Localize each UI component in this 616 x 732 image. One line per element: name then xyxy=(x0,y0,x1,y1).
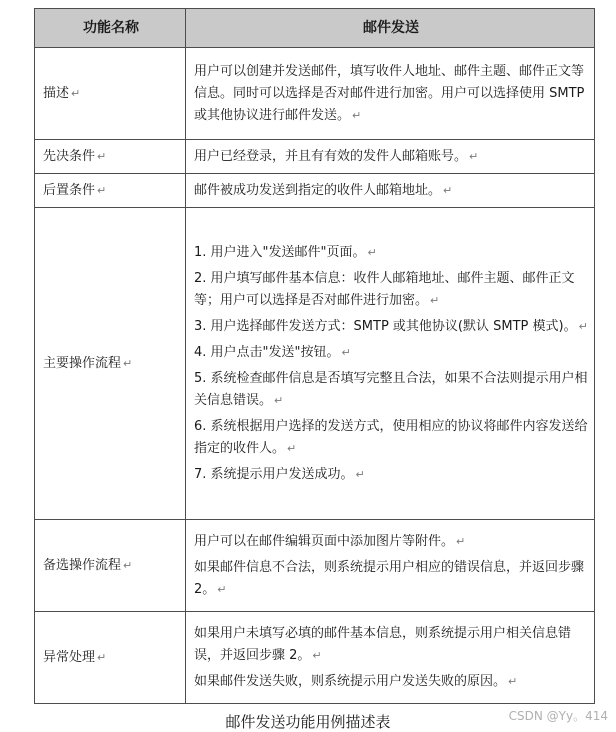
content-line xyxy=(194,671,588,693)
row-label: 主要操作流程 xyxy=(43,355,122,371)
row-label-cell xyxy=(35,520,186,612)
table-row xyxy=(35,208,595,520)
row-label-cell xyxy=(35,612,186,704)
paragraph-mark-icon: ↵ xyxy=(312,648,322,662)
paragraph-mark-icon: ↵ xyxy=(217,582,227,596)
content-text: 7. 系统提示用户发送成功。 xyxy=(194,466,354,482)
paragraph-mark-icon: ↵ xyxy=(355,467,365,481)
paragraph-mark-icon: ↵ xyxy=(71,86,81,100)
paragraph-mark-icon: ↵ xyxy=(430,293,440,307)
content-line xyxy=(194,368,588,412)
paragraph-mark-icon: ↵ xyxy=(469,149,479,163)
paragraph-mark-icon: ↵ xyxy=(367,245,377,259)
content-text: 2. 用户填写邮件基本信息：收件人邮箱地址、邮件主题、邮件正文等；用户可以选择是否对邮件进行加密。 xyxy=(194,270,575,308)
row-label-cell xyxy=(35,174,186,208)
table-caption: 邮件发送功能用例描述表 xyxy=(225,713,391,731)
content-text: 6. 系统根据用户选择的发送方式，使用相应的协议将邮件内容发送给指定的收件人。 xyxy=(194,418,588,456)
content-line xyxy=(194,61,588,127)
content-line xyxy=(194,180,588,202)
content-line xyxy=(194,557,588,601)
document-body xyxy=(34,8,594,704)
table-row xyxy=(35,174,595,208)
content-text: 用户可以在邮件编辑页面中添加图片等附件。 xyxy=(194,533,455,549)
header-email-send: 邮件发送 xyxy=(186,9,595,48)
paragraph-mark-icon: ↵ xyxy=(352,108,362,122)
content-line xyxy=(194,416,588,460)
use-case-table xyxy=(34,8,595,704)
paragraph-mark-icon: ↵ xyxy=(443,183,453,197)
content-text: 邮件被成功发送到指定的收件人邮箱地址。 xyxy=(194,182,442,198)
paragraph-mark-icon: ↵ xyxy=(578,319,588,333)
table-row xyxy=(35,520,595,612)
row-label-cell xyxy=(35,48,186,140)
paragraph-mark-icon: ↵ xyxy=(123,558,133,572)
table-header-row xyxy=(35,9,595,48)
content-line xyxy=(194,342,588,364)
content-text: 5. 系统检查邮件信息是否填写完整且合法，如果不合法则提示用户相关信息错误。 xyxy=(194,370,588,408)
content-text: 如果用户未填写必填的邮件基本信息，则系统提示用户相关信息错误，并返回步骤 2。 xyxy=(194,625,572,663)
content-text: 4. 用户点击"发送"按钮。 xyxy=(194,344,340,360)
row-label: 描述 xyxy=(43,85,70,101)
content-text: 如果邮件发送失败，则系统提示用户发送失败的原因。 xyxy=(194,673,507,689)
content-line xyxy=(194,146,588,168)
row-label: 异常处理 xyxy=(43,649,96,665)
content-line xyxy=(194,531,588,553)
table-row xyxy=(35,140,595,174)
paragraph-mark-icon: ↵ xyxy=(274,393,284,407)
content-text: 如果邮件信息不合法，则系统提示用户相应的错误信息，并返回步骤 2。 xyxy=(194,559,585,597)
row-content-cell xyxy=(186,612,595,704)
paragraph-mark-icon: ↵ xyxy=(123,356,133,370)
paragraph-mark-icon: ↵ xyxy=(97,650,107,664)
row-label: 备选操作流程 xyxy=(43,557,122,573)
content-text: 3. 用户选择邮件发送方式：SMTP 或其他协议(默认 SMTP 模式)。 xyxy=(194,318,577,334)
paragraph-mark-icon: ↵ xyxy=(341,345,351,359)
table-body xyxy=(35,48,595,704)
table-row xyxy=(35,48,595,140)
content-line xyxy=(194,268,588,312)
row-content-cell xyxy=(186,140,595,174)
paragraph-mark-icon: ↵ xyxy=(456,534,466,548)
content-line xyxy=(194,623,588,667)
paragraph-mark-icon: ↵ xyxy=(508,674,518,688)
row-content-cell xyxy=(186,48,595,140)
table-row xyxy=(35,612,595,704)
row-content-cell xyxy=(186,520,595,612)
paragraph-mark-icon: ↵ xyxy=(97,183,107,197)
header-function-name: 功能名称 xyxy=(35,9,186,48)
content-line xyxy=(194,464,588,486)
row-label-cell xyxy=(35,140,186,174)
content-text: 1. 用户进入"发送邮件"页面。 xyxy=(194,244,366,260)
row-label: 先决条件 xyxy=(43,148,96,164)
row-content-cell xyxy=(186,208,595,520)
row-label: 后置条件 xyxy=(43,182,96,198)
content-line xyxy=(194,316,588,338)
watermark: CSDN @Yy。414 xyxy=(508,709,608,723)
paragraph-mark-icon: ↵ xyxy=(287,441,297,455)
row-label-cell xyxy=(35,208,186,520)
paragraph-mark-icon: ↵ xyxy=(97,149,107,163)
content-line xyxy=(194,242,588,264)
content-text: 用户可以创建并发送邮件，填写收件人地址、邮件主题、邮件正文等信息。同时可以选择是否对邮件进行加密。用户可以选择使用 SMTP 或其他协议进行邮件发送。 xyxy=(194,63,585,123)
row-content-cell xyxy=(186,174,595,208)
content-text: 用户已经登录，并且有有效的发件人邮箱账号。 xyxy=(194,148,468,164)
